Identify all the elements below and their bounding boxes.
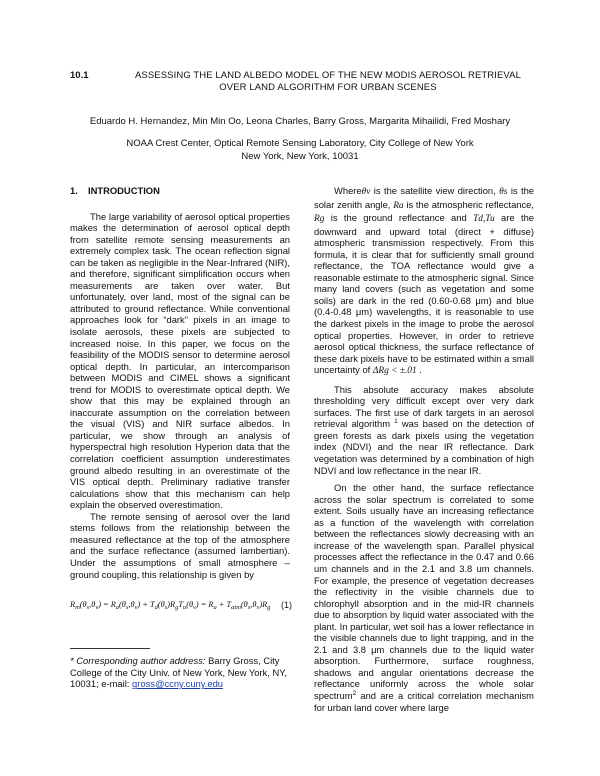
symbol-theta-s: θs bbox=[499, 187, 508, 197]
section-title: INTRODUCTION bbox=[88, 185, 160, 196]
symbol-ra: Ra bbox=[393, 200, 404, 211]
footnote-text: Barry Gross, City College of the City Univ. of New York, New York, NY, 10031; e-mail: bbox=[70, 655, 287, 690]
symbol-rg: Rg bbox=[314, 214, 325, 225]
paper-title bbox=[128, 70, 528, 93]
email-link[interactable]: gross@ccny.cuny.edu bbox=[132, 678, 223, 690]
affiliation-line-1: NOAA Crest Center, Optical Remote Sensing Laboratory, City College of New York bbox=[126, 138, 474, 149]
symbol-theta-v: θv bbox=[361, 187, 371, 197]
author-list: Eduardo H. Hernandez, Min Min Oo, Leona Charles, Barry Gross, Margarita Mihailidi, Fred Moshary bbox=[89, 116, 511, 127]
reference-2: 2 bbox=[352, 689, 357, 697]
section-heading-introduction bbox=[70, 185, 290, 197]
paper-number: 10.1 bbox=[70, 70, 89, 81]
title-line-2: OVER LAND ALGORITHM FOR URBAN SCENES bbox=[219, 81, 437, 93]
affiliation bbox=[60, 138, 540, 163]
symbol-td-tu: Td,Tu bbox=[473, 214, 495, 225]
equation-body: $R_m(\theta_s,\theta_v) = R_a(\theta_s,\theta_v) + T_d(\theta_s)R_gT_u(\theta_v) = R_a + T_{atm}(\theta_s,\theta_v)R_g$ bbox=[70, 600, 271, 611]
footnote-divider bbox=[70, 648, 150, 649]
equation-1 bbox=[70, 600, 292, 609]
title-line-1: ASSESSING THE LAND ALBEDO MODEL OF THE NEW MODIS AEROSOL RETRIEVAL bbox=[135, 70, 521, 81]
intro-paragraph-1: The large variability of aerosol optical properties makes the determination of aerosol optical depth from satellite remote sensing measurements an extremely complex task. The ocean reflection signal can be taken as negligible in the Near-Infrared (NIR), and therefore, significant simplification occurs when measurements are taken over water. But unfortunately, over land, most of the signal can be attributed to ground reflectance. While conventional approaches look for “dark” pixels in an image to isolate aerosols, these pixels are subjected to increased noise. In this paper, we focus on the feasibility of the MODIS sensor to determine aerosol optical depth. In particular, an intercomparison between MODIS and CIMEL shows a significant trend for MODIS to overestimate optical depth. We show that this may be explained through an inaccurate assumption on the correlation between the visual (VIS) and NIR surface albedos. In particular, we show through an analysis of hyperspectral high resolution Hyperion data that the correlation coefficient assumption underestimates ground albedo resulting in an overestimate of the VIS optical depth. Preliminary radiative transfer calculations show that this mechanism can help explain the observed overestimation. bbox=[70, 210, 290, 511]
left-column bbox=[70, 185, 290, 580]
reference-1: 1 bbox=[394, 418, 398, 426]
footnote-label: * Corresponding author address: bbox=[70, 655, 206, 666]
section-number: 1. bbox=[70, 185, 78, 196]
footnote bbox=[70, 655, 292, 690]
right-paragraph-2: This absolute accuracy makes absolute thresholding very difficult except over very dark surfaces. The first use of dark targets in an aerosol retrieval algorithm $^1$ was based on the detection of green forests as dark pixels using the vegetation index (NDVI) and the near IR reflectance. Dark vegetation was determined by a combination of high NDVI and low reflectance in the near IR. bbox=[314, 383, 534, 476]
equation-number: (1) bbox=[281, 600, 292, 610]
right-paragraph-1: Whereθv is the satellite view direction, θs is the solar zenith angle, Ra is the atmospheric reflectance, Rg is the ground reflectance and Td,Tu are the downward and upward total (direct + diffuse) atmospheric transmission respectively. From this formula, it is clear that for sufficiently small ground reflectance, the TOA reflectance would give a reasonable estimate to the atmospheric signal. Since many land covers (such as vegetation and some soils) are dark in the red (0.60-0.68 μm) and blue (0.4-0.48 μm) wavelengths, it is reasonable to use the darkest pixels in the image to probe the aerosol optical properties. However, in order to retrieve aerosol optical thickness, the surface reflectance of these dark pixels have to be estimated within a small uncertainty of ΔRg < ±.01 . bbox=[314, 185, 535, 377]
symbol-uncertainty: ΔRg < ±.01 bbox=[372, 366, 417, 377]
affiliation-line-2: New York, New York, 10031 bbox=[241, 150, 359, 162]
intro-paragraph-2: The remote sensing of aerosol over the land stems follows from the relationship between the measured reflectance at the top of the atmosphere and the surface reflectance (assumed lambertian). Under the assumptions of small atmosphere – ground coupling, this relationship is given by bbox=[70, 510, 290, 580]
right-paragraph-3: On the other hand, the surface reflectance across the solar spectrum is correlated to some extent. Soils usually have an increasing reflectance as a function of the wavelength with correlation between the reflectances slowly decreasing with an increase of the wavelength span. Parallel physical processes affect the reflectance in the 0.47 and 0.66 um channels and in the 2.1 and 3.8 um channels. For example, the presence of vegetation decreases the reflectivity in the visible channels due to chlorophyll absorption and in the mid-IR channels due to absorption by liquid water associated with the plant. In particular, wet soil has a lower reflectance in the visible channels due to light trapping, and in the 2.1 and 3.8 μm channels due to the liquid water absorption. Furthermore, surface roughness, shadows and angular orientations decrease the reflectance uniformly across the whole solar spectrum$^2$ and are a critical correlation mechanism for urban land cover where large bbox=[314, 482, 534, 713]
right-column bbox=[314, 185, 534, 713]
